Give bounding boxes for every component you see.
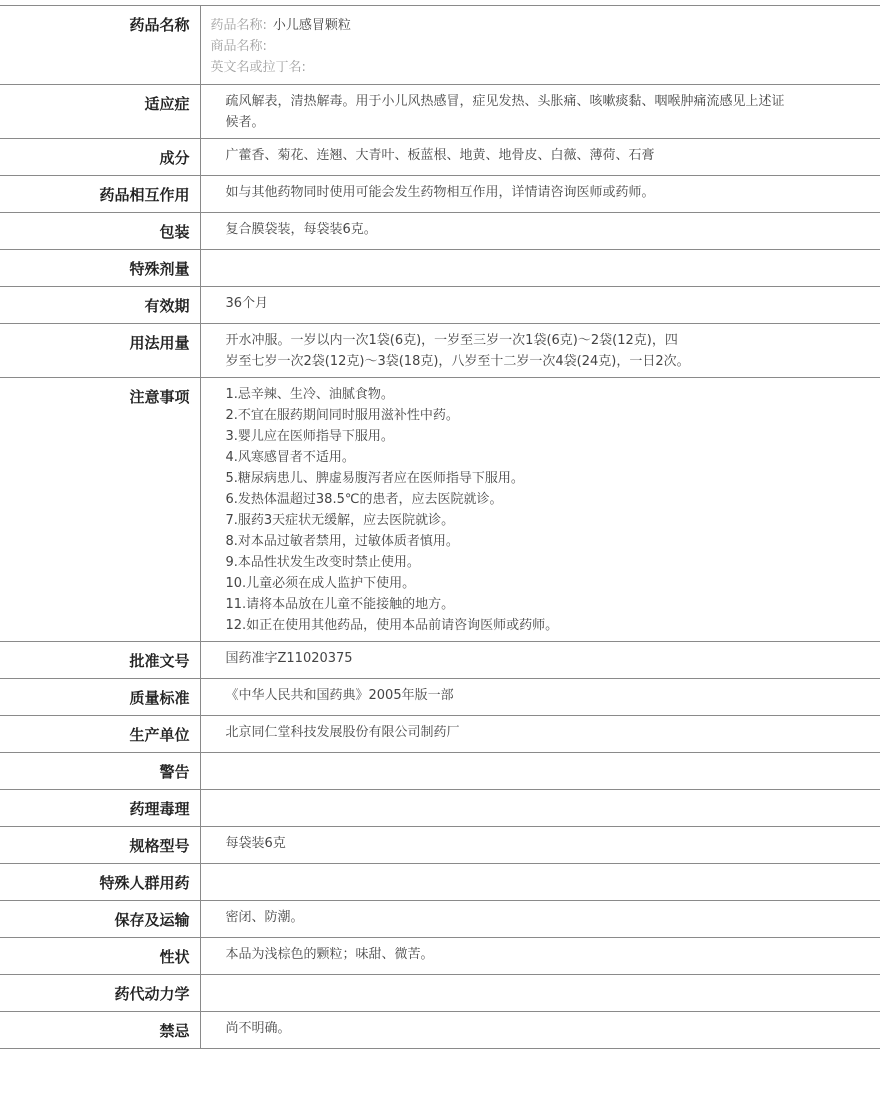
ingredients-value: 广藿香、菊花、连翘、大青叶、板蓝根、地黄、地骨皮、白薇、薄荷、石膏 <box>225 148 655 163</box>
trade-name-label: 商品名称: <box>210 39 267 54</box>
row-specification <box>0 827 880 864</box>
trade-name-line <box>211 36 791 57</box>
usage-value: 开水冲服。一岁以内一次1袋(6克)，一岁至三岁一次1袋(6克)～2袋(12克)，四岁至七岁一次2袋(12克)～3袋(18克)，八岁至十二岁一次4袋(24克)，一日2次。 <box>225 333 690 369</box>
row-header: 生产单位 <box>0 716 200 753</box>
drug-name-value: 小儿感冒颗粒 <box>272 18 351 33</box>
precaution-item: 10.儿童必须在成人监护下使用。 <box>225 576 416 591</box>
manufacturer-value: 北京同仁堂科技发展股份有限公司制药厂 <box>225 725 460 740</box>
precaution-item: 2.不宜在服药期间同时服用滋补性中药。 <box>225 408 459 423</box>
warning-value <box>200 753 880 790</box>
quality-standard-value: 《中华人民共和国药典》2005年版一部 <box>225 688 454 703</box>
row-ingredients <box>0 139 880 176</box>
row-header: 有效期 <box>0 287 200 324</box>
precaution-item: 3.婴儿应在医师指导下服用。 <box>225 429 394 444</box>
row-indications <box>0 85 880 139</box>
row-interactions <box>0 176 880 213</box>
row-manufacturer <box>0 716 880 753</box>
approval-number-value: 国药准字Z11020375 <box>225 651 353 666</box>
drug-name-line <box>211 15 791 36</box>
appearance-value: 本品为浅棕色的颗粒；味甜、微苦。 <box>225 947 434 962</box>
precaution-item: 6.发热体温超过38.5℃的患者，应去医院就诊。 <box>225 492 503 507</box>
row-appearance <box>0 938 880 975</box>
row-header: 药品相互作用 <box>0 176 200 213</box>
row-contraindications <box>0 1012 880 1049</box>
row-approval-number <box>0 642 880 679</box>
contraindications-value: 尚不明确。 <box>225 1021 291 1036</box>
row-packaging <box>0 213 880 250</box>
row-header: 用法用量 <box>0 324 200 378</box>
drug-name-label: 药品名称: <box>210 18 267 33</box>
pharmacology-value <box>200 790 880 827</box>
row-shelf-life <box>0 287 880 324</box>
pharmacokinetics-value <box>200 975 880 1012</box>
precaution-item: 12.如正在使用其他药品，使用本品前请咨询医师或药师。 <box>225 618 559 633</box>
row-storage <box>0 901 880 938</box>
shelf-life-value: 36个月 <box>225 296 269 311</box>
row-usage <box>0 324 880 378</box>
precaution-item: 1.忌辛辣、生冷、油腻食物。 <box>225 387 394 402</box>
row-pharmacology <box>0 790 880 827</box>
precaution-item: 11.请将本品放在儿童不能接触的地方。 <box>225 597 455 612</box>
row-header: 保存及运输 <box>0 901 200 938</box>
drug-name-cell <box>200 6 880 85</box>
row-pharmacokinetics <box>0 975 880 1012</box>
specification-value: 每袋装6克 <box>225 836 286 851</box>
precaution-item: 8.对本品过敏者禁用，过敏体质者慎用。 <box>225 534 459 549</box>
row-header: 规格型号 <box>0 827 200 864</box>
row-special-dosage <box>0 250 880 287</box>
row-header: 特殊剂量 <box>0 250 200 287</box>
row-header: 性状 <box>0 938 200 975</box>
row-special-population <box>0 864 880 901</box>
row-header: 药代动力学 <box>0 975 200 1012</box>
row-header: 警告 <box>0 753 200 790</box>
special-dosage-value <box>200 250 880 287</box>
packaging-value: 复合膜袋装，每袋装6克。 <box>225 222 377 237</box>
row-header: 禁忌 <box>0 1012 200 1049</box>
drug-spec-table <box>0 5 880 1049</box>
precautions-cell <box>200 378 880 642</box>
storage-value: 密闭、防潮。 <box>225 910 304 925</box>
row-header: 包装 <box>0 213 200 250</box>
latin-name-line <box>211 57 791 78</box>
row-warning <box>0 753 880 790</box>
row-header: 批准文号 <box>0 642 200 679</box>
precaution-item: 4.风寒感冒者不适用。 <box>225 450 355 465</box>
precaution-item: 5.糖尿病患儿、脾虚易腹泻者应在医师指导下服用。 <box>225 471 524 486</box>
row-header: 药品名称 <box>0 6 200 85</box>
precaution-item: 7.服药3天症状无缓解，应去医院就诊。 <box>225 513 455 528</box>
row-header: 注意事项 <box>0 378 200 642</box>
precaution-item: 9.本品性状发生改变时禁止使用。 <box>225 555 420 570</box>
row-header: 药理毒理 <box>0 790 200 827</box>
latin-name-label: 英文名或拉丁名: <box>210 60 306 75</box>
row-quality-standard <box>0 679 880 716</box>
interactions-value: 如与其他药物同时使用可能会发生药物相互作用，详情请咨询医师或药师。 <box>225 185 655 200</box>
indications-value: 疏风解表，清热解毒。用于小儿风热感冒，症见发热、头胀痛、咳嗽痰黏、咽喉肿痛流感见上述证候者。 <box>225 94 785 130</box>
row-header: 特殊人群用药 <box>0 864 200 901</box>
row-header: 适应症 <box>0 85 200 139</box>
row-drug-name <box>0 6 880 85</box>
row-precautions <box>0 378 880 642</box>
special-population-value <box>200 864 880 901</box>
row-header: 质量标准 <box>0 679 200 716</box>
row-header: 成分 <box>0 139 200 176</box>
